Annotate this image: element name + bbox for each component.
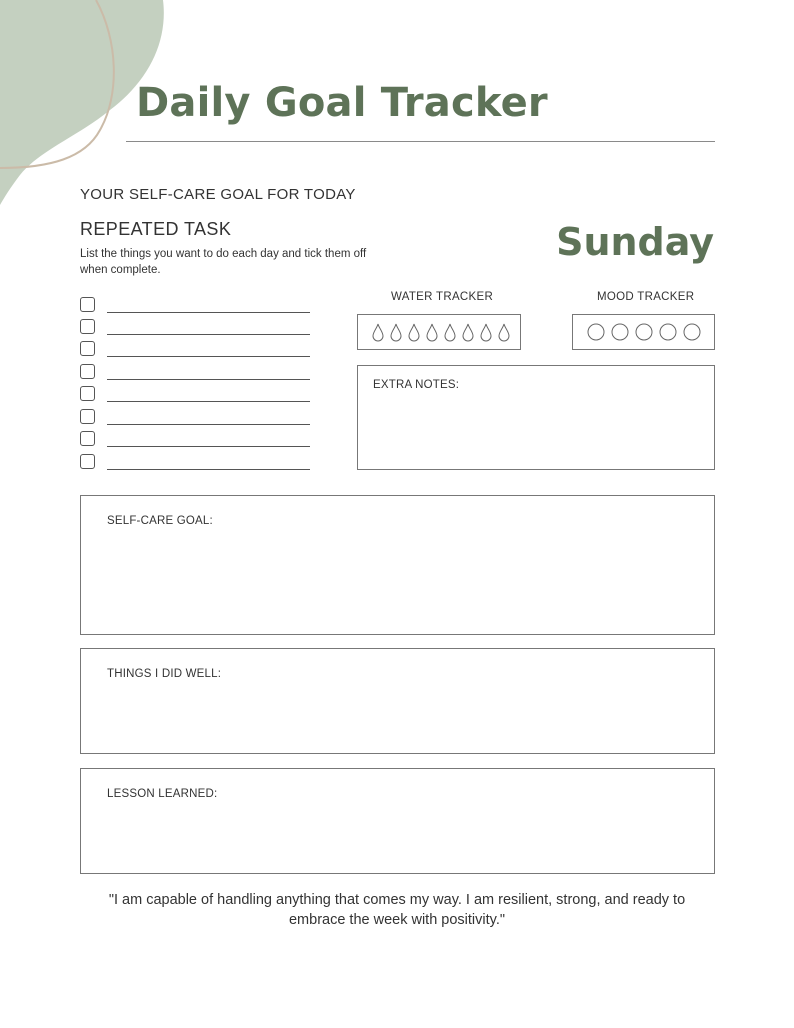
task-row <box>80 409 312 427</box>
task-checkbox[interactable] <box>80 454 95 469</box>
water-drop-icon[interactable] <box>480 323 492 342</box>
task-checkbox[interactable] <box>80 297 95 312</box>
mood-circle-icon[interactable] <box>587 323 605 341</box>
task-line[interactable] <box>107 379 310 380</box>
task-line[interactable] <box>107 424 310 425</box>
water-tracker-label: WATER TRACKER <box>391 291 494 303</box>
task-line[interactable] <box>107 334 310 335</box>
mood-circle-icon[interactable] <box>635 323 653 341</box>
lesson-learned-label: LESSON LEARNED: <box>107 788 218 800</box>
self-care-goal-label: SELF-CARE GOAL: <box>107 515 213 527</box>
self-care-heading: YOUR SELF-CARE GOAL FOR TODAY <box>80 186 356 203</box>
task-checkbox[interactable] <box>80 364 95 379</box>
things-did-well-box[interactable] <box>80 648 715 754</box>
task-line[interactable] <box>107 312 310 313</box>
task-line[interactable] <box>107 469 310 470</box>
self-care-goal-box[interactable] <box>80 495 715 635</box>
task-checkbox[interactable] <box>80 386 95 401</box>
motivational-quote: "I am capable of handling anything that comes my way. I am resilient, strong, and ready to embrace the week with positivity." <box>108 892 686 928</box>
extra-notes-box[interactable] <box>357 365 715 470</box>
task-checkbox[interactable] <box>80 431 95 446</box>
repeated-task-instructions: List the things you want to do each day and tick them off when complete. <box>80 248 367 276</box>
mood-circles <box>587 323 701 341</box>
task-row <box>80 431 312 449</box>
task-line[interactable] <box>107 401 310 402</box>
things-did-well-label: THINGS I DID WELL: <box>107 668 222 680</box>
task-row <box>80 297 312 315</box>
task-checkbox[interactable] <box>80 409 95 424</box>
water-drop-icon[interactable] <box>462 323 474 342</box>
water-drop-icon[interactable] <box>426 323 438 342</box>
mood-tracker <box>572 314 715 350</box>
day-name: Sunday <box>556 220 714 264</box>
title-divider <box>126 141 715 142</box>
mood-circle-icon[interactable] <box>659 323 677 341</box>
mood-tracker-label: MOOD TRACKER <box>597 291 695 303</box>
mood-circle-icon[interactable] <box>611 323 629 341</box>
mood-circle-icon[interactable] <box>683 323 701 341</box>
repeated-task-heading: REPEATED TASK <box>80 219 232 239</box>
task-line[interactable] <box>107 356 310 357</box>
task-row <box>80 341 312 359</box>
task-row <box>80 454 312 472</box>
water-drops <box>372 323 510 342</box>
lesson-learned-box[interactable] <box>80 768 715 874</box>
task-checkbox[interactable] <box>80 341 95 356</box>
task-row <box>80 364 312 382</box>
water-drop-icon[interactable] <box>444 323 456 342</box>
water-drop-icon[interactable] <box>372 323 384 342</box>
water-drop-icon[interactable] <box>408 323 420 342</box>
page-title: Daily Goal Tracker <box>136 80 548 126</box>
task-row <box>80 319 312 337</box>
extra-notes-label: EXTRA NOTES: <box>373 379 460 391</box>
water-drop-icon[interactable] <box>498 323 510 342</box>
task-checkbox[interactable] <box>80 319 95 334</box>
task-row <box>80 386 312 404</box>
task-line[interactable] <box>107 446 310 447</box>
water-tracker <box>357 314 521 350</box>
water-drop-icon[interactable] <box>390 323 402 342</box>
